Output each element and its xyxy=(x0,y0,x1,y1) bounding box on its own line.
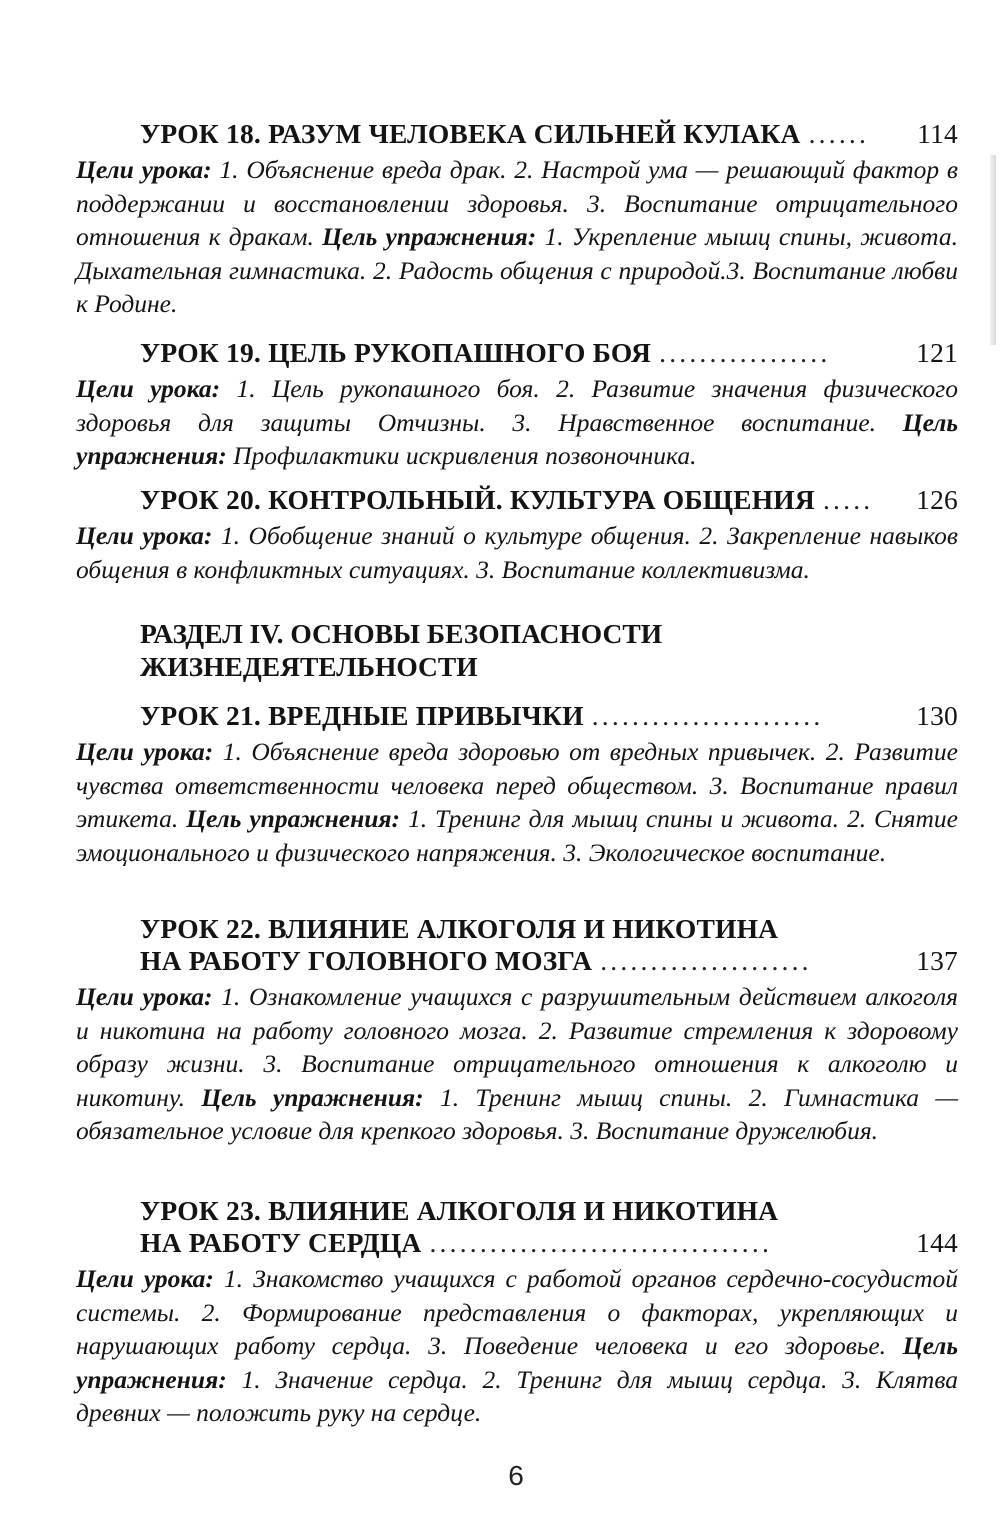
dot-leader: ...... xyxy=(808,118,870,149)
lesson-goals xyxy=(76,735,958,869)
lesson-title: УРОК 20. КОНТРОЛЬНЫЙ. КУЛЬТУРА ОБЩЕНИЯ xyxy=(140,484,815,515)
lesson-heading xyxy=(140,484,958,516)
dot-leader: ................. xyxy=(659,337,831,368)
section-title-line-1: РАЗДЕЛ IV. ОСНОВЫ БЕЗОПАСНОСТИ xyxy=(140,618,663,649)
page-ref: 114 xyxy=(917,118,958,149)
toc-entry-lesson-18 xyxy=(76,118,958,321)
lesson-goals xyxy=(76,1262,958,1430)
lesson-title: НА РАБОТУ СЕРДЦА xyxy=(140,1227,422,1258)
goals-text: 1. Знакомство учащихся с работой органов сердечно-сосудистой системы. 2. Формирование представления о факторах, укрепляющих и нарушающих работу сердца. 3. Поведение человека и его здоровье. xyxy=(76,1264,958,1361)
section-heading xyxy=(140,617,940,683)
exercise-text: 1. Значение сердца. 2. Тренинг для мышц сердца. 3. Клятва древних — положить руку на сердце. xyxy=(76,1364,958,1428)
lesson-goals xyxy=(76,153,958,321)
lesson-heading xyxy=(140,700,958,732)
toc-entry-lesson-22 xyxy=(76,913,958,1148)
dot-leader: .................................. xyxy=(429,1227,773,1258)
lesson-title-line-1: УРОК 22. ВЛИЯНИЕ АЛКОГОЛЯ И НИКОТИНА xyxy=(140,913,779,944)
toc-entry-lesson-20 xyxy=(76,484,958,586)
lesson-title-line-1: УРОК 23. ВЛИЯНИЕ АЛКОГОЛЯ И НИКОТИНА xyxy=(140,1195,779,1226)
toc-entry-lesson-21 xyxy=(76,700,958,869)
dot-leader: ....................... xyxy=(591,700,824,731)
goals-label: Цели урока: xyxy=(76,521,213,550)
lesson-heading xyxy=(140,913,958,977)
page-edge-shadow xyxy=(990,155,996,345)
lesson-heading xyxy=(140,1195,958,1259)
exercise-label: Цель упражнения: xyxy=(186,804,401,834)
goals-text: 1. Ознакомление учащихся с разрушительным действием алкоголя и никотина на работу головного мозга. 2. Развитие стремления к здоровому образу жизни. 3. Воспитание отрицательного отношения к алкоголю и никотину. xyxy=(76,982,958,1112)
exercise-text: Профилактики искривления позвоночника. xyxy=(226,441,697,471)
goals-text: 1. Обобщение знаний о культуре общения. 2. Закрепление навыков общения в конфликтных ситуациях. 3. Воспитание коллективизма. xyxy=(76,521,958,584)
exercise-label: Цель упражнения: xyxy=(76,407,958,471)
lesson-title: НА РАБОТУ ГОЛОВНОГО МОЗГА xyxy=(140,945,593,976)
lesson-heading xyxy=(140,337,958,369)
toc-entry-lesson-19 xyxy=(76,337,958,473)
exercise-text: 1. Тренинг для мышц спины и живота. 2. Снятие эмоционального и физического напряжения. 3. Экологическое воспитание. xyxy=(76,804,959,867)
exercise-label: Цель упражнения: xyxy=(322,222,537,252)
goals-text: 1. Цель рукопашного боя. 2. Развитие значения физического здоровья для защиты Отчизны. 3. Нравственное воспитание. xyxy=(76,374,958,437)
goals-text: 1. Объяснение вреда драк. 2. Настрой ума — решающий фактор в поддержании и восстановлении здоровья. 3. Воспитание отрицательного отношения к дракам. xyxy=(76,155,958,252)
goals-label: Цели урока: xyxy=(76,737,214,766)
page-ref: 137 xyxy=(916,945,958,976)
goals-label: Цели урока: xyxy=(76,155,212,184)
toc-entry-lesson-23 xyxy=(76,1195,958,1430)
goals-label: Цели урока: xyxy=(76,1264,214,1293)
exercise-label: Цель упражнения: xyxy=(201,1082,424,1112)
section-title-line-2: ЖИЗНЕДЕЯТЕЛЬНОСТИ xyxy=(140,651,478,682)
exercise-label: Цель упражнения: xyxy=(76,1331,958,1394)
goals-text: 1. Объяснение вреда здоровью от вредных привычек. 2. Развитие чувства ответственности человека перед обществом. 3. Воспитание правил этикета. xyxy=(76,737,958,834)
page-ref: 126 xyxy=(916,484,958,515)
goals-label: Цели урока: xyxy=(76,982,213,1011)
dot-leader: ..... xyxy=(822,484,874,515)
exercise-text: 1. Тренинг мышц спины. 2. Гимнастика — обязательное условие для крепкого здоровья. 3. Воспитание дружелюбия. xyxy=(76,1082,958,1146)
page-ref: 130 xyxy=(916,700,958,731)
page-ref: 144 xyxy=(916,1227,958,1258)
dot-leader: ..................... xyxy=(600,945,812,976)
page-number: 6 xyxy=(508,1460,524,1491)
lesson-heading xyxy=(140,118,958,150)
page-ref: 121 xyxy=(916,337,958,368)
lesson-goals xyxy=(76,980,958,1148)
exercise-text: 1. Укрепление мышц спины, живота. Дыхательная гимнастика. 2. Радость общения с природой.3. Воспитание любви к Родине. xyxy=(76,222,958,319)
lesson-title: УРОК 21. ВРЕДНЫЕ ПРИВЫЧКИ xyxy=(140,700,584,731)
lesson-title: УРОК 18. РАЗУМ ЧЕЛОВЕКА СИЛЬНЕЙ КУЛАКА xyxy=(140,118,801,149)
lesson-goals xyxy=(76,372,958,473)
lesson-title: УРОК 19. ЦЕЛЬ РУКОПАШНОГО БОЯ xyxy=(140,337,652,368)
lesson-goals xyxy=(76,519,958,586)
goals-label: Цели урока: xyxy=(76,374,221,403)
